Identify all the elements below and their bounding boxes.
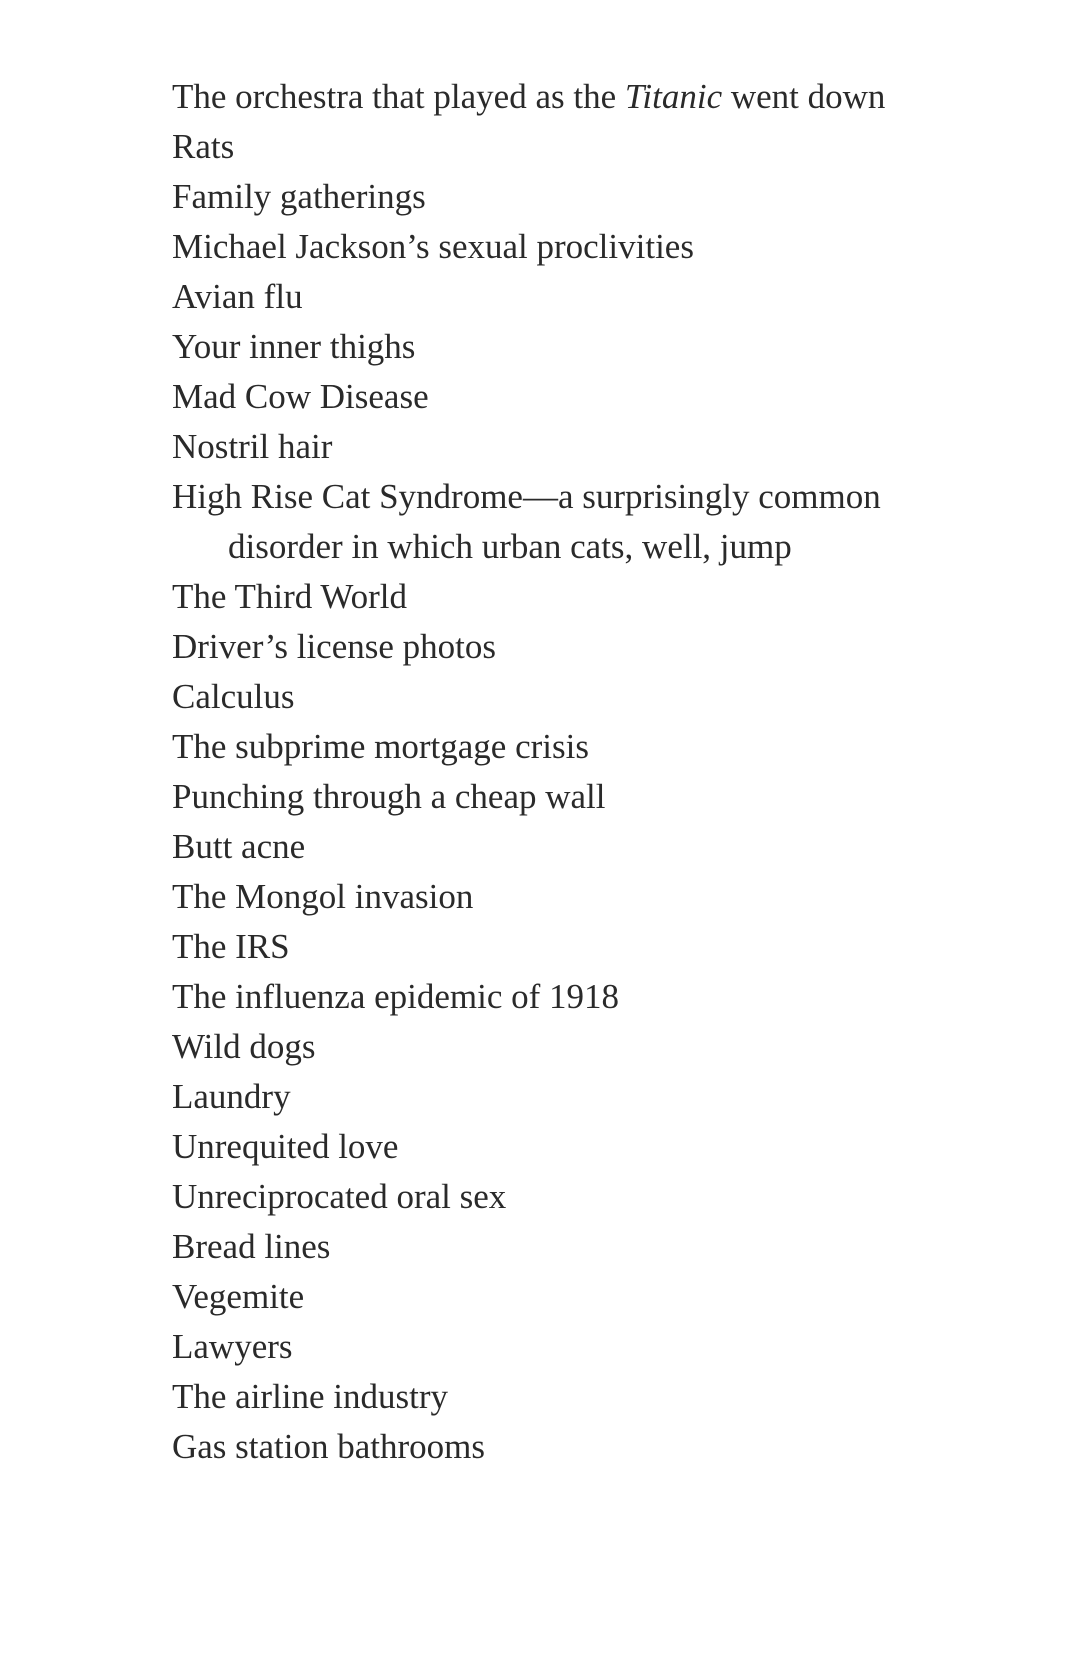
list-item: The airline industry	[172, 1377, 449, 1416]
list-item: Butt acne	[172, 827, 306, 866]
list-item: Vegemite	[172, 1277, 305, 1316]
list-item-italic-title: Titanic	[624, 77, 723, 116]
list-item: Wild dogs	[172, 1027, 316, 1066]
list-item: Rats	[172, 127, 235, 166]
list-item-text: went down	[722, 77, 886, 116]
list-item: Family gatherings	[172, 177, 426, 216]
list-item	[172, 72, 932, 122]
list-item: The IRS	[172, 927, 290, 966]
list-item: High Rise Cat Syndrome—a surprisingly common disorder in which urban cats, well, jump	[172, 477, 881, 566]
list-item: The subprime mortgage crisis	[172, 727, 589, 766]
list-item: Laundry	[172, 1077, 291, 1116]
list-item: Unrequited love	[172, 1127, 399, 1166]
list-item: The Mongol invasion	[172, 877, 474, 916]
list-item: Your inner thighs	[172, 327, 416, 366]
list-item: Nostril hair	[172, 427, 333, 466]
list-item: Gas station bathrooms	[172, 1427, 486, 1466]
list-item: Punching through a cheap wall	[172, 777, 606, 816]
list-item: Mad Cow Disease	[172, 377, 429, 416]
list-item: Bread lines	[172, 1227, 331, 1266]
list-item: Calculus	[172, 677, 295, 716]
list-item: Michael Jackson’s sexual proclivities	[172, 227, 694, 266]
list-item: Avian flu	[172, 277, 303, 316]
list-item: Lawyers	[172, 1327, 293, 1366]
list-item: The influenza epidemic of 1918	[172, 977, 620, 1016]
list-item: Unreciprocated oral sex	[172, 1177, 507, 1216]
list-item-text: The orchestra that played as the	[172, 77, 625, 116]
item-list	[172, 72, 932, 1472]
list-item: Driver’s license photos	[172, 627, 497, 666]
list-item: The Third World	[172, 577, 408, 616]
